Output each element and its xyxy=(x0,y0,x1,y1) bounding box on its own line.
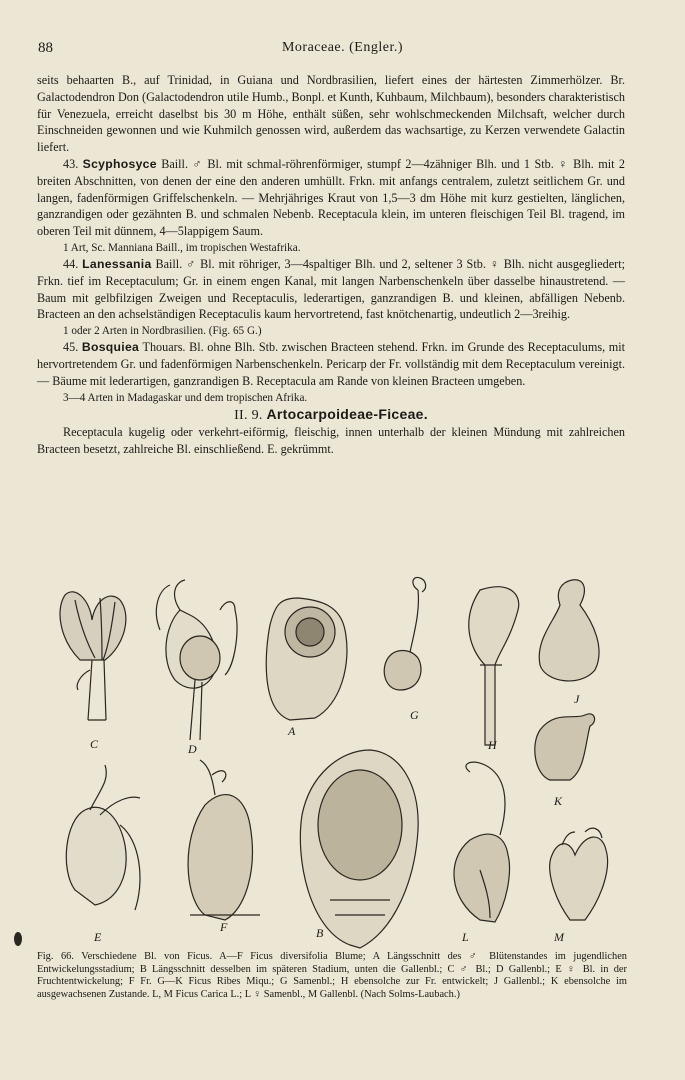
figure-label-l: L xyxy=(462,930,469,944)
figure-l-drawing xyxy=(454,762,509,922)
figure-f-drawing xyxy=(188,760,260,920)
genus-number: 44. xyxy=(63,256,79,271)
genus-number: 43. xyxy=(63,156,79,171)
genus-name: Bosquiea xyxy=(81,340,140,355)
genus-44-entry xyxy=(37,256,625,323)
figure-m-drawing xyxy=(550,828,608,920)
section-description: Receptacula kugelig oder verkehrt-eiförmig, fleischig, innen unterhalb der kleinen Mündung mit zahlreichen Bracteen besetzt, zahlreiche Bl. einschließend. E. gekrümmt. xyxy=(37,425,625,457)
genus-44-note: 1 oder 2 Arten in Nordbrasilien. (Fig. 65 G.) xyxy=(63,325,262,338)
figure-d-drawing xyxy=(156,580,237,740)
figure-label-c: C xyxy=(90,737,99,751)
genus-name: Lanessania xyxy=(82,256,152,271)
section-heading xyxy=(37,406,625,425)
page-header xyxy=(38,40,647,60)
figure-label-b: B xyxy=(316,926,324,940)
figure-h-drawing xyxy=(469,587,519,745)
figure-c-drawing xyxy=(60,592,126,720)
figure-e-drawing xyxy=(66,765,140,910)
figure-illustration xyxy=(40,570,640,950)
paragraph-continuation: seits behaarten B., auf Trinidad, in Guiana und Nordbrasilien, liefert eines der härtesten Zimmerhölzer. Br. Galactodendron Don (Galactodendron utile Humb., Bonpl. et Kunth, Kuhbaum, Milchbaum), besonders charakteristisch für Venezuela, erreicht daselbst bis 30 m Höhe, enthält süßen, sehr wohlschmeckenden Milchsaft, welcher durch Einschneiden gewonnen und wie Kuhmilch genossen wird, außerdem das wachsartige, zu Kerzen verwendete Galactin liefert. xyxy=(37,73,625,155)
genus-43-entry xyxy=(37,156,625,240)
figure-j-drawing xyxy=(539,580,599,681)
running-title: Moraceae. (Engler.) xyxy=(281,40,404,55)
genus-43-note: 1 Art, Sc. Manniana Baill., im tropischen Westafrika. xyxy=(63,241,301,254)
genus-45-note: 3—4 Arten in Madagaskar und dem tropischen Afrika. xyxy=(63,391,308,404)
figure-label-h: H xyxy=(488,738,497,752)
section-title: Artocarpoideae-Ficeae. xyxy=(266,405,428,422)
figure-label-k: K xyxy=(554,794,563,808)
figure-label-m: M xyxy=(554,930,564,944)
figure-label-e: E xyxy=(94,930,102,944)
figure-k-drawing xyxy=(535,714,595,780)
figure-label-a: A xyxy=(288,724,296,738)
figure-label-j: J xyxy=(574,692,580,706)
genus-description: Baill. ♂ Bl. mit röhriger, 3—4spaltiger Blh. und 2, seltener 3 Stb. ♀ Blh. nicht ausgegliedert; Frkn. tief im Receptaculum; Gr. in einem engen Kanal, mit langen Narbenschenkeln über dasselbe hinaustretend. — Baum mit gelbfilzigen Zweigen und Receptaculis, lederartigen, ganzrandigen B. und kleinen, abfälligen Nebenb. Bracteen an den achselständigen Receptaculis kaum hervortretend, fast knötchenartig, undeutlich 2—3reihig. xyxy=(37,256,626,322)
genus-description: Thouars. Bl. ohne Blh. Stb. zwischen Bracteen stehend. Frkn. im Grunde des Receptaculums, mit hervortretendem Gr. und fadenförmigen Narbenschenkeln. Pericarp der Fr. vollständig mit dem Receptaculum vereinigt. — Bäume mit lederartigen, ganzrandigen B. Receptacula am Rande von kleinen Bracteen umgeben. xyxy=(37,340,626,388)
figure-a-drawing xyxy=(266,598,347,720)
genus-name: Scyphosyce xyxy=(82,156,157,171)
figure-b-drawing xyxy=(300,750,418,948)
binding-hole xyxy=(14,932,22,946)
figure-label-g: G xyxy=(410,708,419,722)
genus-45-entry xyxy=(37,339,625,389)
text-body xyxy=(37,72,625,458)
figure-caption: Fig. 66. Verschiedene Bl. von Ficus. A—F Ficus diversifolia Blume; A Längsschnitt des ♂ Blütenstandes im jugendlichen Entwickelungsstadium; B Längsschnitt desselben im späteren Stadium, unten die Gallenbl.; C ♂ Bl.; D Gallenbl.; E ♀ Bl. in der Fruchtentwickelung; F Fr. G—K Ficus Ribes Miqu.; G Samenbl.; H ebensolche zur Fr. entwickelt; J Gallenbl.; K ebensolche im ausgewachsenen Zustande. L, M Ficus Carica L.; L ♀ Samenbl., M Gallenbl. (Nach Solms-Laubach.) xyxy=(37,951,627,1000)
figure-label-d: D xyxy=(188,742,197,756)
genus-description: Baill. ♂ Bl. mit schmal-röhrenförmiger, stumpf 2—4zähniger Blh. und 1 Stb. ♀ Blh. mit 2 breiten Abschnitten, von denen der eine den anderen umhüllt. Frkn. mit anfangs centralem, zuletzt seitlichem Gr. und langen, fadenförmigen Griffelschenkeln. — Mehrjähriges Kraut von 1,5—3 dm Höhe mit kurz gestielten, länglichen, ganzrandigen oder gezähnten B. und schmalen Nebenb. Receptacula klein, im unteren fleischigen Teil Bl. tragend, im oberen Teil mit dünnem, 4—5lappigem Saum. xyxy=(37,156,626,239)
page-number: 88 xyxy=(38,40,53,56)
figure-label-f: F xyxy=(220,920,228,934)
section-number: II. 9. xyxy=(234,407,263,423)
genus-number: 45. xyxy=(63,340,79,355)
figure-g-drawing xyxy=(384,577,425,690)
